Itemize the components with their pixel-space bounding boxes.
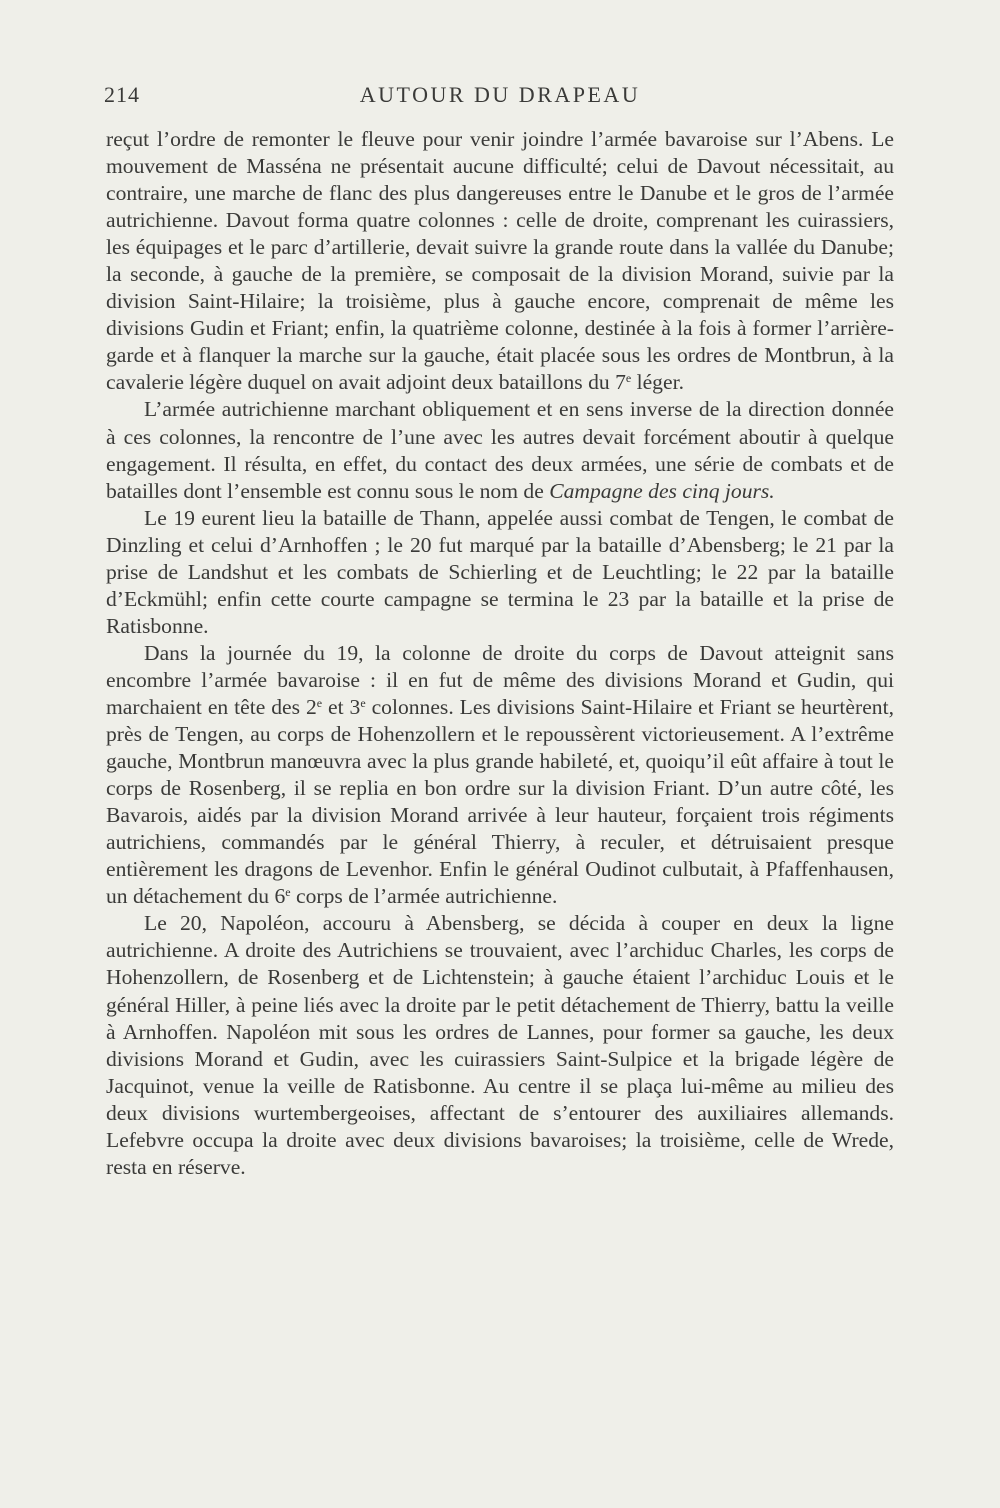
page-header [104,82,896,116]
superscript: e [360,695,366,710]
italic-title: Campagne des cinq jours. [549,478,775,503]
text-segment: L’armée autrichienne marchant obliquement et en sens inverse de la direction donnée à ces colonnes, la rencontre de l’une avec les autres devait forcément aboutir à quelque engagement. Il résulta, en effet, du contact des deux armées, une série de combats et de batailles dont l’ensemble est connu sous le nom de [106,397,894,503]
running-title: AUTOUR DU DRAPEAU [359,82,641,107]
paragraph-1 [106,126,894,396]
text-segment: Dans la journée du 19, la colonne de droite du corps de Davout atteignit sans encombre l’armée bavaroise : il en fut de même des divisions Morand et Gudin, qui marchaient en tête des 2 [106,640,894,719]
text-segment: Le 19 eurent lieu la bataille de Thann, appelée aussi combat de Tengen, le combat de Dinzling et celui d’Arnhoffen ; le 20 fut marqué par la bataille d’Abensberg; le 21 par la prise de Landshut et les combats de Schierling et de Leuchtling; le 22 par la bataille d’Eckmühl; enfin cette courte campagne se termina le 23 par la bataille et la prise de Ratisbonne. [106,505,894,638]
text-segment: reçut l’ordre de remonter le fleuve pour venir joindre l’armée bavaroise sur l’Abens. Le mouvement de Masséna ne présentait aucune difficulté; celui de Davout nécessitait, au contraire, une marche de flanc des plus dangereuses entre le Danube et le gros de l’armée autrichienne. Davout forma quatre colonnes : celle de droite, comprenant les cuirassiers, les équipages et le parc d’artillerie, devait suivre la grande route dans la vallée du Danube; la seconde, à gauche de la première, se composait de la division Morand, suivie par la division Saint-Hilaire; la troisième, plus à gauche encore, comprenait de même les divisions Gudin et Friant; enfin, la quatrième colonne, destinée à la fois à former l’arrière-garde et à flanquer la marche sur la gauche, était placée sous les ordres de Montbrun, à la cavalerie légère duquel on avait adjoint deux bataillons du 7 [106,127,894,395]
text-segment: colonnes. Les divisions Saint-Hilaire et Friant se heurtèrent, près de Tengen, au corps de Hohenzollern et le repoussèrent victorieusement. A l’extrême gauche, Montbrun manœuvra avec la plus grande habileté, et, quoiqu’il eût affaire à tout le corps de Rosenberg, il se replia en bon ordre sur la division Friant. D’un autre côté, les Bavarois, aidés par la division Morand arrivée à leur hauteur, forçaient trois régiments autrichiens, commandés par le général Thierry, à reculer, et détruisaient presque entièrement les dragons de Levenhor. Enfin le général Oudinot culbutait, à Pfaffenhausen, un détachement du 6 [106,694,894,909]
text-segment: Le 20, Napoléon, accouru à Abensberg, se décida à couper en deux la ligne autrichienne. A droite des Autrichiens se trouvaient, avec l’archiduc Charles, les corps de Hohenzollern, de Rosenberg et de Lichtenstein; à gauche étaient l’archiduc Louis et le général Hiller, à peine liés avec la droite par le petit détachement de Thierry, battu la veille à Arnhoffen. Napoléon mit sous les ordres de Lannes, pour former sa gauche, les deux divisions Morand et Gudin, avec les cuirassiers Saint-Sulpice et la brigade légère de Jacquinot, venue la veille de Ratisbonne. Au centre il se plaça lui-même au milieu des deux divisions wurtembergeoises, affectant de s’entourer des auxiliaires allemands. Lefebvre occupa la droite avec deux divisions bavaroises; la troisième, celle de Wrede, resta en réserve. [106,911,894,1179]
superscript: e [625,371,632,386]
text-segment: et 3 [322,694,361,719]
paragraph-5 [106,910,894,1180]
page-number: 214 [104,82,140,107]
text-segment: léger. [631,370,684,395]
superscript: e [316,695,323,710]
text-segment: corps de l’armée autrichienne. [290,884,558,909]
body-text [106,126,894,1181]
paragraph-3 [106,505,894,640]
paragraph-2 [106,396,894,504]
superscript: e [285,885,291,900]
paragraph-4 [106,640,894,910]
